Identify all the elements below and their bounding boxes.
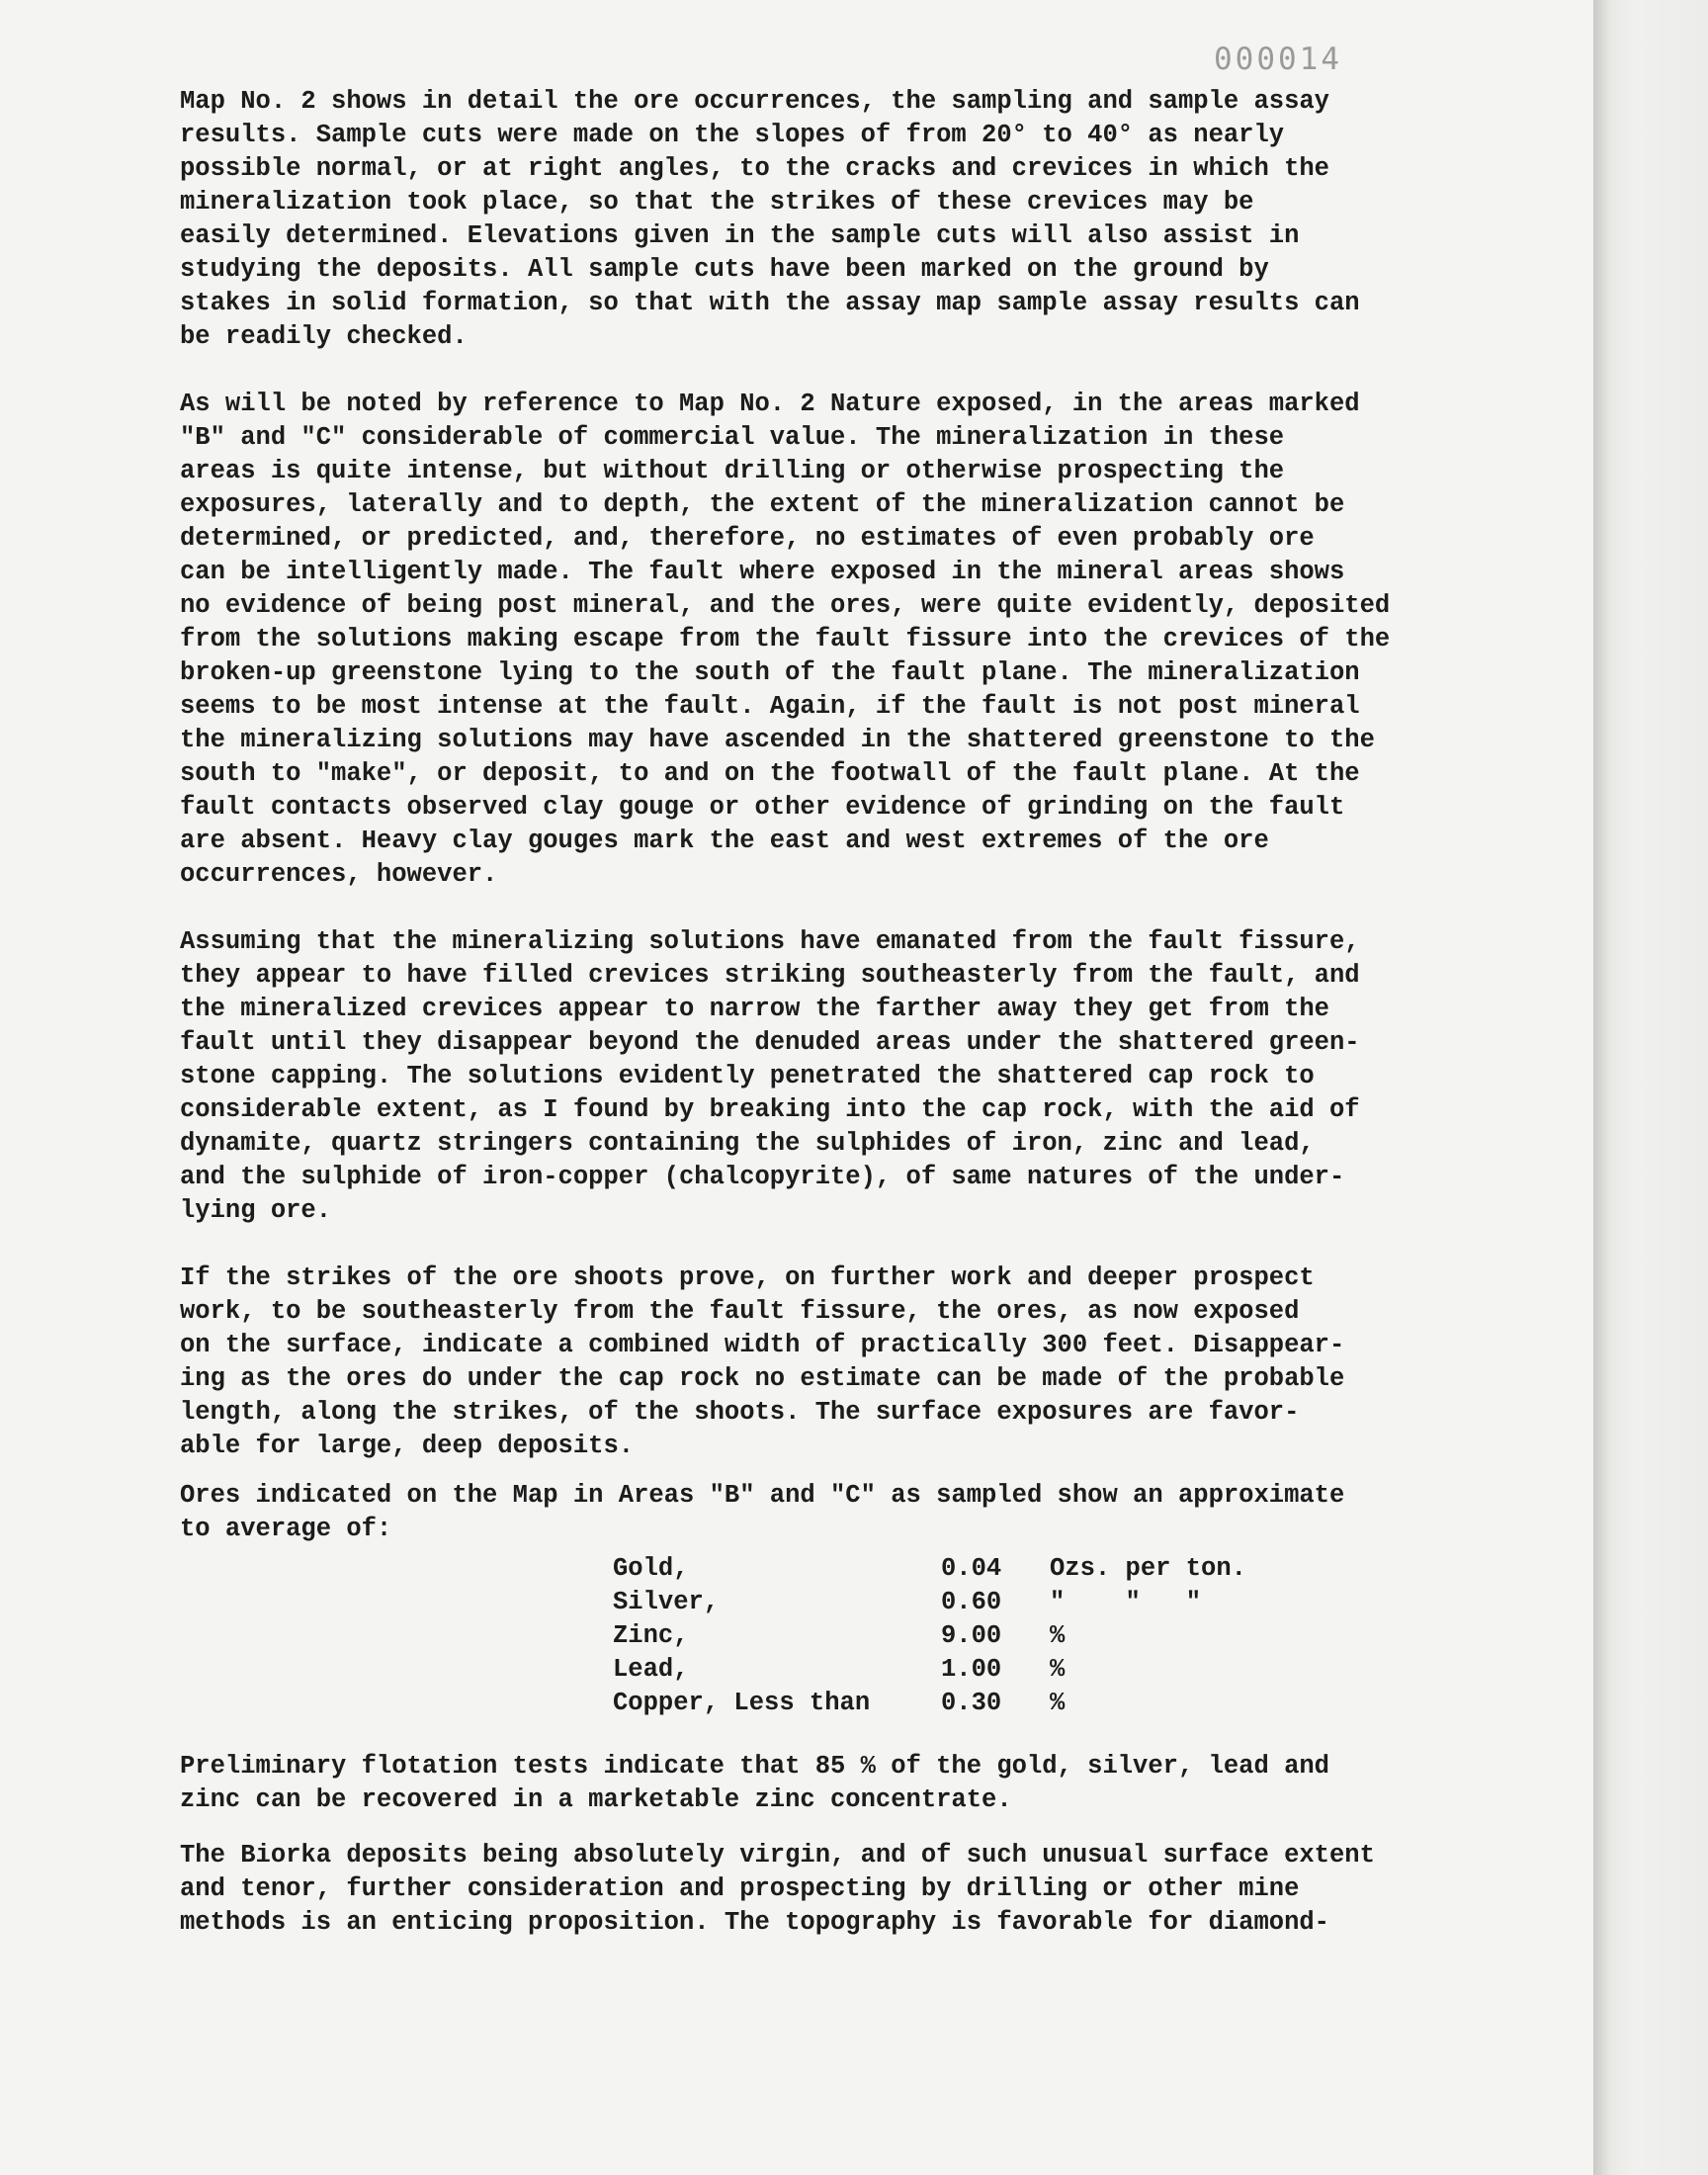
- assay-amount: 0.04: [941, 1554, 1002, 1583]
- page-stamp-number: 000014: [1214, 42, 1342, 77]
- text-line: seems to be most intense at the fault. Again, if the fault is not post mineral: [180, 692, 1360, 721]
- document-body: [180, 85, 1514, 1940]
- text-line: Assuming that the mineralizing solutions have emanated from the fault fissure,: [180, 927, 1360, 956]
- text-line: the mineralized crevices appear to narrow the farther away they get from the: [180, 995, 1329, 1023]
- text-line: "B" and "C" considerable of commercial value. The mineralization in these: [180, 423, 1285, 452]
- text-line: no evidence of being post mineral, and the ores, were quite evidently, deposited: [180, 591, 1391, 620]
- text-line: able for large, deep deposits.: [180, 1432, 635, 1460]
- text-line: be readily checked.: [180, 322, 468, 351]
- text-line: Preliminary flotation tests indicate that 85 % of the gold, silver, lead and: [180, 1752, 1329, 1781]
- text-line: Map No. 2 shows in detail the ore occurrences, the sampling and sample assay: [180, 87, 1329, 116]
- text-line: considerable extent, as I found by breaking into the cap rock, with the aid of: [180, 1095, 1360, 1124]
- assay-metal: Copper, Less than: [613, 1689, 871, 1717]
- text-line: results. Sample cuts were made on the slopes of from 20° to 40° as nearly: [180, 121, 1285, 149]
- assay-metal: Silver,: [613, 1588, 720, 1616]
- text-line: determined, or predicted, and, therefore, no estimates of even probably ore: [180, 524, 1315, 553]
- text-line: exposures, laterally and to depth, the extent of the mineralization cannot be: [180, 490, 1345, 519]
- paragraph-flotation: [180, 1750, 1514, 1817]
- paragraph-solutions: [180, 925, 1514, 1228]
- paragraph-assay-intro: [180, 1479, 1514, 1546]
- text-line: possible normal, or at right angles, to the cracks and crevices in which the: [180, 154, 1329, 183]
- text-line: As will be noted by reference to Map No. 2 Nature exposed, in the areas marked: [180, 390, 1360, 418]
- assay-row: [613, 1586, 1514, 1619]
- text-line: and the sulphide of iron-copper (chalcopyrite), of same natures of the under-: [180, 1163, 1345, 1191]
- text-line: Ores indicated on the Map in Areas "B" and "C" as sampled show an approximate: [180, 1481, 1345, 1510]
- assay-unit: " " ": [1050, 1588, 1202, 1616]
- text-line: The Biorka deposits being absolutely virgin, and of such unusual surface extent: [180, 1841, 1375, 1870]
- assay-metal: Zinc,: [613, 1621, 689, 1650]
- assay-amount: 0.60: [941, 1588, 1002, 1616]
- text-line: fault until they disappear beyond the denuded areas under the shattered green-: [180, 1028, 1360, 1057]
- assay-unit: %: [1050, 1621, 1066, 1650]
- paragraph-biorka: [180, 1839, 1514, 1940]
- text-line: they appear to have filled crevices striking southeasterly from the fault, and: [180, 961, 1360, 990]
- paragraph-mineralization: [180, 388, 1514, 892]
- text-line: fault contacts observed clay gouge or other evidence of grinding on the fault: [180, 793, 1345, 822]
- text-line: lying ore.: [180, 1196, 332, 1225]
- text-line: stakes in solid formation, so that with the assay map sample assay results can: [180, 289, 1360, 317]
- text-line: work, to be southeasterly from the fault fissure, the ores, as now exposed: [180, 1297, 1300, 1326]
- text-line: south to "make", or deposit, to and on the footwall of the fault plane. At the: [180, 759, 1360, 788]
- assay-row: [613, 1552, 1514, 1586]
- text-line: mineralization took place, so that the strikes of these crevices may be: [180, 188, 1254, 217]
- text-line: from the solutions making escape from the fault fissure into the crevices of the: [180, 625, 1391, 653]
- text-line: can be intelligently made. The fault where exposed in the mineral areas shows: [180, 558, 1345, 586]
- text-line: to average of:: [180, 1515, 392, 1543]
- text-line: zinc can be recovered in a marketable zinc concentrate.: [180, 1785, 1012, 1814]
- text-line: dynamite, quartz stringers containing the sulphides of iron, zinc and lead,: [180, 1129, 1315, 1158]
- text-line: on the surface, indicate a combined width of practically 300 feet. Disappear-: [180, 1331, 1345, 1359]
- assay-unit: %: [1050, 1655, 1066, 1684]
- assay-row: [613, 1653, 1514, 1687]
- assay-row: [613, 1687, 1514, 1720]
- assay-amount: 9.00: [941, 1621, 1002, 1650]
- text-line: studying the deposits. All sample cuts have been marked on the ground by: [180, 255, 1269, 284]
- assay-unit: Ozs. per ton.: [1050, 1554, 1246, 1583]
- text-line: If the strikes of the ore shoots prove, on further work and deeper prospect: [180, 1263, 1315, 1292]
- paragraph-map-description: [180, 85, 1514, 354]
- text-line: broken-up greenstone lying to the south of the fault plane. The mineralization: [180, 658, 1360, 687]
- scan-edge-margin: [1593, 0, 1708, 2175]
- paragraph-ore-shoots: [180, 1262, 1514, 1463]
- assay-metal: Lead,: [613, 1655, 689, 1684]
- text-line: stone capping. The solutions evidently penetrated the shattered cap rock to: [180, 1062, 1315, 1090]
- assay-amount: 0.30: [941, 1689, 1002, 1717]
- text-line: length, along the strikes, of the shoots. The surface exposures are favor-: [180, 1398, 1300, 1427]
- text-line: ing as the ores do under the cap rock no estimate can be made of the probable: [180, 1364, 1345, 1393]
- text-line: are absent. Heavy clay gouges mark the east and west extremes of the ore: [180, 826, 1269, 855]
- assay-row: [613, 1619, 1514, 1653]
- text-line: and tenor, further consideration and prospecting by drilling or other mine: [180, 1874, 1300, 1903]
- assay-unit: %: [1050, 1689, 1066, 1717]
- text-line: areas is quite intense, but without drilling or otherwise prospecting the: [180, 457, 1285, 485]
- text-line: easily determined. Elevations given in the sample cuts will also assist in: [180, 221, 1300, 250]
- assay-metal: Gold,: [613, 1554, 689, 1583]
- text-line: the mineralizing solutions may have ascended in the shattered greenstone to the: [180, 726, 1375, 754]
- text-line: methods is an enticing proposition. The topography is favorable for diamond-: [180, 1908, 1329, 1937]
- assay-table: [613, 1552, 1514, 1720]
- text-line: occurrences, however.: [180, 860, 498, 889]
- assay-amount: 1.00: [941, 1655, 1002, 1684]
